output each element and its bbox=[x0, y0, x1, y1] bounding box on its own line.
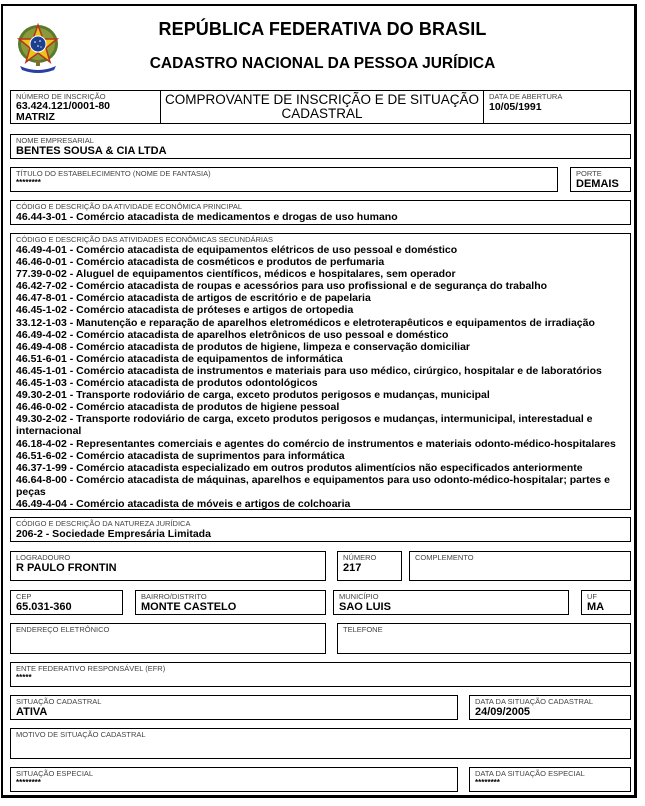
motivo-situacao-field bbox=[10, 728, 631, 759]
list-item: 77.39-0-02 - Aluguel de equipamentos científicos, médicos e hospitalares, sem operador bbox=[16, 268, 456, 281]
inscricao-type: MATRIZ bbox=[16, 111, 55, 123]
motivo-situacao-label: MOTIVO DE SITUAÇÃO CADASTRAL bbox=[16, 730, 146, 739]
numero-label: NÚMERO bbox=[343, 553, 377, 562]
uf-value: MA bbox=[587, 601, 605, 613]
list-item: 46.47-8-01 - Comércio atacadista de artigos de escritório e de papelaria bbox=[16, 292, 371, 305]
email-label: ENDEREÇO ELETRÔNICO bbox=[16, 625, 110, 634]
header-title-republica: REPÚBLICA FEDERATIVA DO BRASIL bbox=[158, 19, 487, 39]
logradouro-field bbox=[10, 551, 326, 581]
titulo-estabelecimento-field bbox=[10, 167, 558, 192]
bairro-label: BAIRRO/DISTRITO bbox=[141, 592, 207, 601]
data-situacao-especial-field bbox=[469, 767, 631, 792]
list-item: 46.51-6-02 - Comércio atacadista de suprimentos para informática bbox=[16, 449, 345, 462]
data-situacao-cadastral-label: DATA DA SITUAÇÃO CADASTRAL bbox=[475, 697, 594, 706]
municipio-field bbox=[333, 590, 569, 615]
situacao-especial-field bbox=[10, 767, 458, 792]
list-item: 46.45-1-02 - Comércio atacadista de próteses e artigos de ortopedia bbox=[16, 304, 354, 317]
numero-value: 217 bbox=[343, 562, 362, 574]
municipio-value: SAO LUIS bbox=[339, 601, 391, 613]
list-item: 46.18-4-02 - Representantes comerciais e agentes do comércio de instrumentos e materiais odonto-médico-hospitalares bbox=[16, 437, 616, 450]
situacao-cadastral-value: ATIVA bbox=[16, 706, 48, 718]
municipio-label: MUNICÍPIO bbox=[339, 592, 379, 601]
list-item: 46.49-4-02 - Comércio atacadista de aparelhos eletrônicos de uso pessoal e doméstico bbox=[16, 328, 449, 341]
data-situacao-cadastral-value: 24/09/2005 bbox=[475, 706, 531, 718]
cep-value: 65.031-360 bbox=[16, 601, 72, 613]
list-item: 46.49-4-01 - Comércio atacadista de equipamentos elétricos de uso pessoal e doméstico bbox=[16, 244, 458, 256]
atividade-principal-field bbox=[10, 200, 631, 225]
natureza-juridica-value: 206-2 - Sociedade Empresária Limitada bbox=[16, 528, 211, 540]
list-item: 46.46-0-02 - Comércio atacadista de produtos de higiene pessoal bbox=[16, 401, 340, 414]
abertura-value: 10/05/1991 bbox=[489, 101, 542, 113]
uf-field bbox=[581, 590, 631, 615]
list-item: 46.42-7-02 - Comércio atacadista de roupas e acessórios para uso profissional e de segurança do trabalho bbox=[16, 280, 548, 293]
porte-field bbox=[570, 167, 631, 192]
efr-field bbox=[10, 662, 631, 687]
atividades-secundarias-field bbox=[10, 233, 631, 510]
atividade-principal-label: CÓDIGO E DESCRIÇÃO DA ATIVIDADE ECONÔMICA PRINCIPAL bbox=[16, 202, 243, 211]
numero-field bbox=[337, 551, 402, 581]
situacao-cadastral-label: SITUAÇÃO CADASTRAL bbox=[16, 697, 102, 706]
data-situacao-especial-label: DATA DA SITUAÇÃO ESPECIAL bbox=[475, 769, 585, 778]
cep-field bbox=[10, 590, 123, 615]
list-item: 49.30-2-01 - Transporte rodoviário de carga, exceto produtos perigosos e mudanças, municipal bbox=[16, 389, 490, 402]
list-item: 46.51-6-01 - Comércio atacadista de equipamentos de informática bbox=[16, 352, 343, 365]
natureza-juridica-label: CÓDIGO E DESCRIÇÃO DA NATUREZA JURÍDICA bbox=[16, 519, 191, 528]
atividade-principal-value: 46.44-3-01 - Comércio atacadista de medicamentos e drogas de uso humano bbox=[16, 211, 398, 223]
list-item: 46.64-8-00 - Comércio atacadista de máquinas, aparelhos e equipamentos para uso odonto-médico-hospitalar; partes e peças bbox=[16, 473, 610, 498]
nome-empresarial-field bbox=[10, 134, 631, 159]
data-situacao-cadastral-field bbox=[469, 695, 631, 720]
situacao-especial-label: SITUAÇÃO ESPECIAL bbox=[16, 769, 94, 778]
titulo-estabelecimento-value: ******** bbox=[16, 178, 41, 187]
list-item: 46.49-4-08 - Comércio atacadista de produtos de higiene, limpeza e conservação domiciliar bbox=[16, 340, 470, 353]
list-item: 46.37-1-99 - Comércio atacadista especializado em outros produtos alimentícios não especificados anteriormente bbox=[16, 461, 583, 474]
nome-empresarial-value: BENTES SOUSA & CIA LTDA bbox=[16, 145, 167, 157]
logradouro-label: LOGRADOURO bbox=[16, 553, 71, 562]
list-item: 46.49-4-04 - Comércio atacadista de móveis e artigos de colchoaria bbox=[16, 497, 351, 510]
porte-label: PORTE bbox=[576, 169, 602, 178]
abertura-label: DATA DE ABERTURA bbox=[489, 92, 563, 101]
inscricao-field bbox=[10, 90, 161, 124]
bairro-field bbox=[135, 590, 326, 615]
cep-label: CEP bbox=[16, 592, 32, 601]
atividades-secundarias-list bbox=[16, 244, 625, 510]
situacao-especial-value: ******** bbox=[16, 778, 41, 787]
header-title-cnpj: CADASTRO NACIONAL DA PESSOA JURÍDICA bbox=[149, 55, 496, 72]
list-item: 46.45-1-01 - Comércio atacadista de instrumentos e materiais para uso médico, cirúrgico, hospitalar e de laboratórios bbox=[16, 364, 602, 377]
inscricao-number: 63.424.121/0001-80 bbox=[16, 100, 111, 112]
list-item: 46.46-0-01 - Comércio atacadista de cosméticos e produtos de perfumaria bbox=[16, 256, 385, 269]
efr-label: ENTE FEDERATIVO RESPONSÁVEL (EFR) bbox=[16, 664, 166, 673]
data-situacao-especial-value: ******** bbox=[475, 778, 500, 787]
list-item: 33.12-1-03 - Manutenção e reparação de aparelhos eletromédicos e eletroterapêuticos e equipamentos de irradiação bbox=[16, 316, 595, 329]
natureza-juridica-field bbox=[10, 517, 631, 542]
efr-value: ***** bbox=[16, 673, 32, 682]
telefone-label: TELEFONE bbox=[343, 625, 383, 634]
situacao-cadastral-field bbox=[10, 695, 458, 720]
logradouro-value: R PAULO FRONTIN bbox=[16, 562, 117, 574]
complemento-label: COMPLEMENTO bbox=[415, 553, 474, 562]
document-title: COMPROVANTE DE INSCRIÇÃO E DE SITUAÇÃO CADASTRAL bbox=[160, 90, 484, 124]
bairro-value: MONTE CASTELO bbox=[141, 601, 237, 613]
nome-empresarial-label: NOME EMPRESARIAL bbox=[16, 136, 94, 145]
list-item: 46.45-1-03 - Comércio atacadista de produtos odontológicos bbox=[16, 377, 318, 390]
complemento-field bbox=[409, 551, 631, 581]
abertura-field bbox=[483, 90, 631, 124]
email-field bbox=[10, 623, 326, 654]
atividades-secundarias-label: CÓDIGO E DESCRIÇÃO DAS ATIVIDADES ECONÔMICAS SECUNDÁRIAS bbox=[16, 235, 273, 244]
porte-value: DEMAIS bbox=[576, 178, 619, 190]
titulo-estabelecimento-label: TÍTULO DO ESTABELECIMENTO (NOME DE FANTASIA) bbox=[16, 169, 211, 178]
uf-label: UF bbox=[587, 592, 597, 601]
inscricao-label: NÚMERO DE INSCRIÇÃO bbox=[16, 92, 106, 101]
list-item: 49.30-2-02 - Transporte rodoviário de carga, exceto produtos perigosos e mudanças, intermunicipal, interestadual e internacional bbox=[16, 413, 593, 438]
telefone-field bbox=[337, 623, 631, 654]
